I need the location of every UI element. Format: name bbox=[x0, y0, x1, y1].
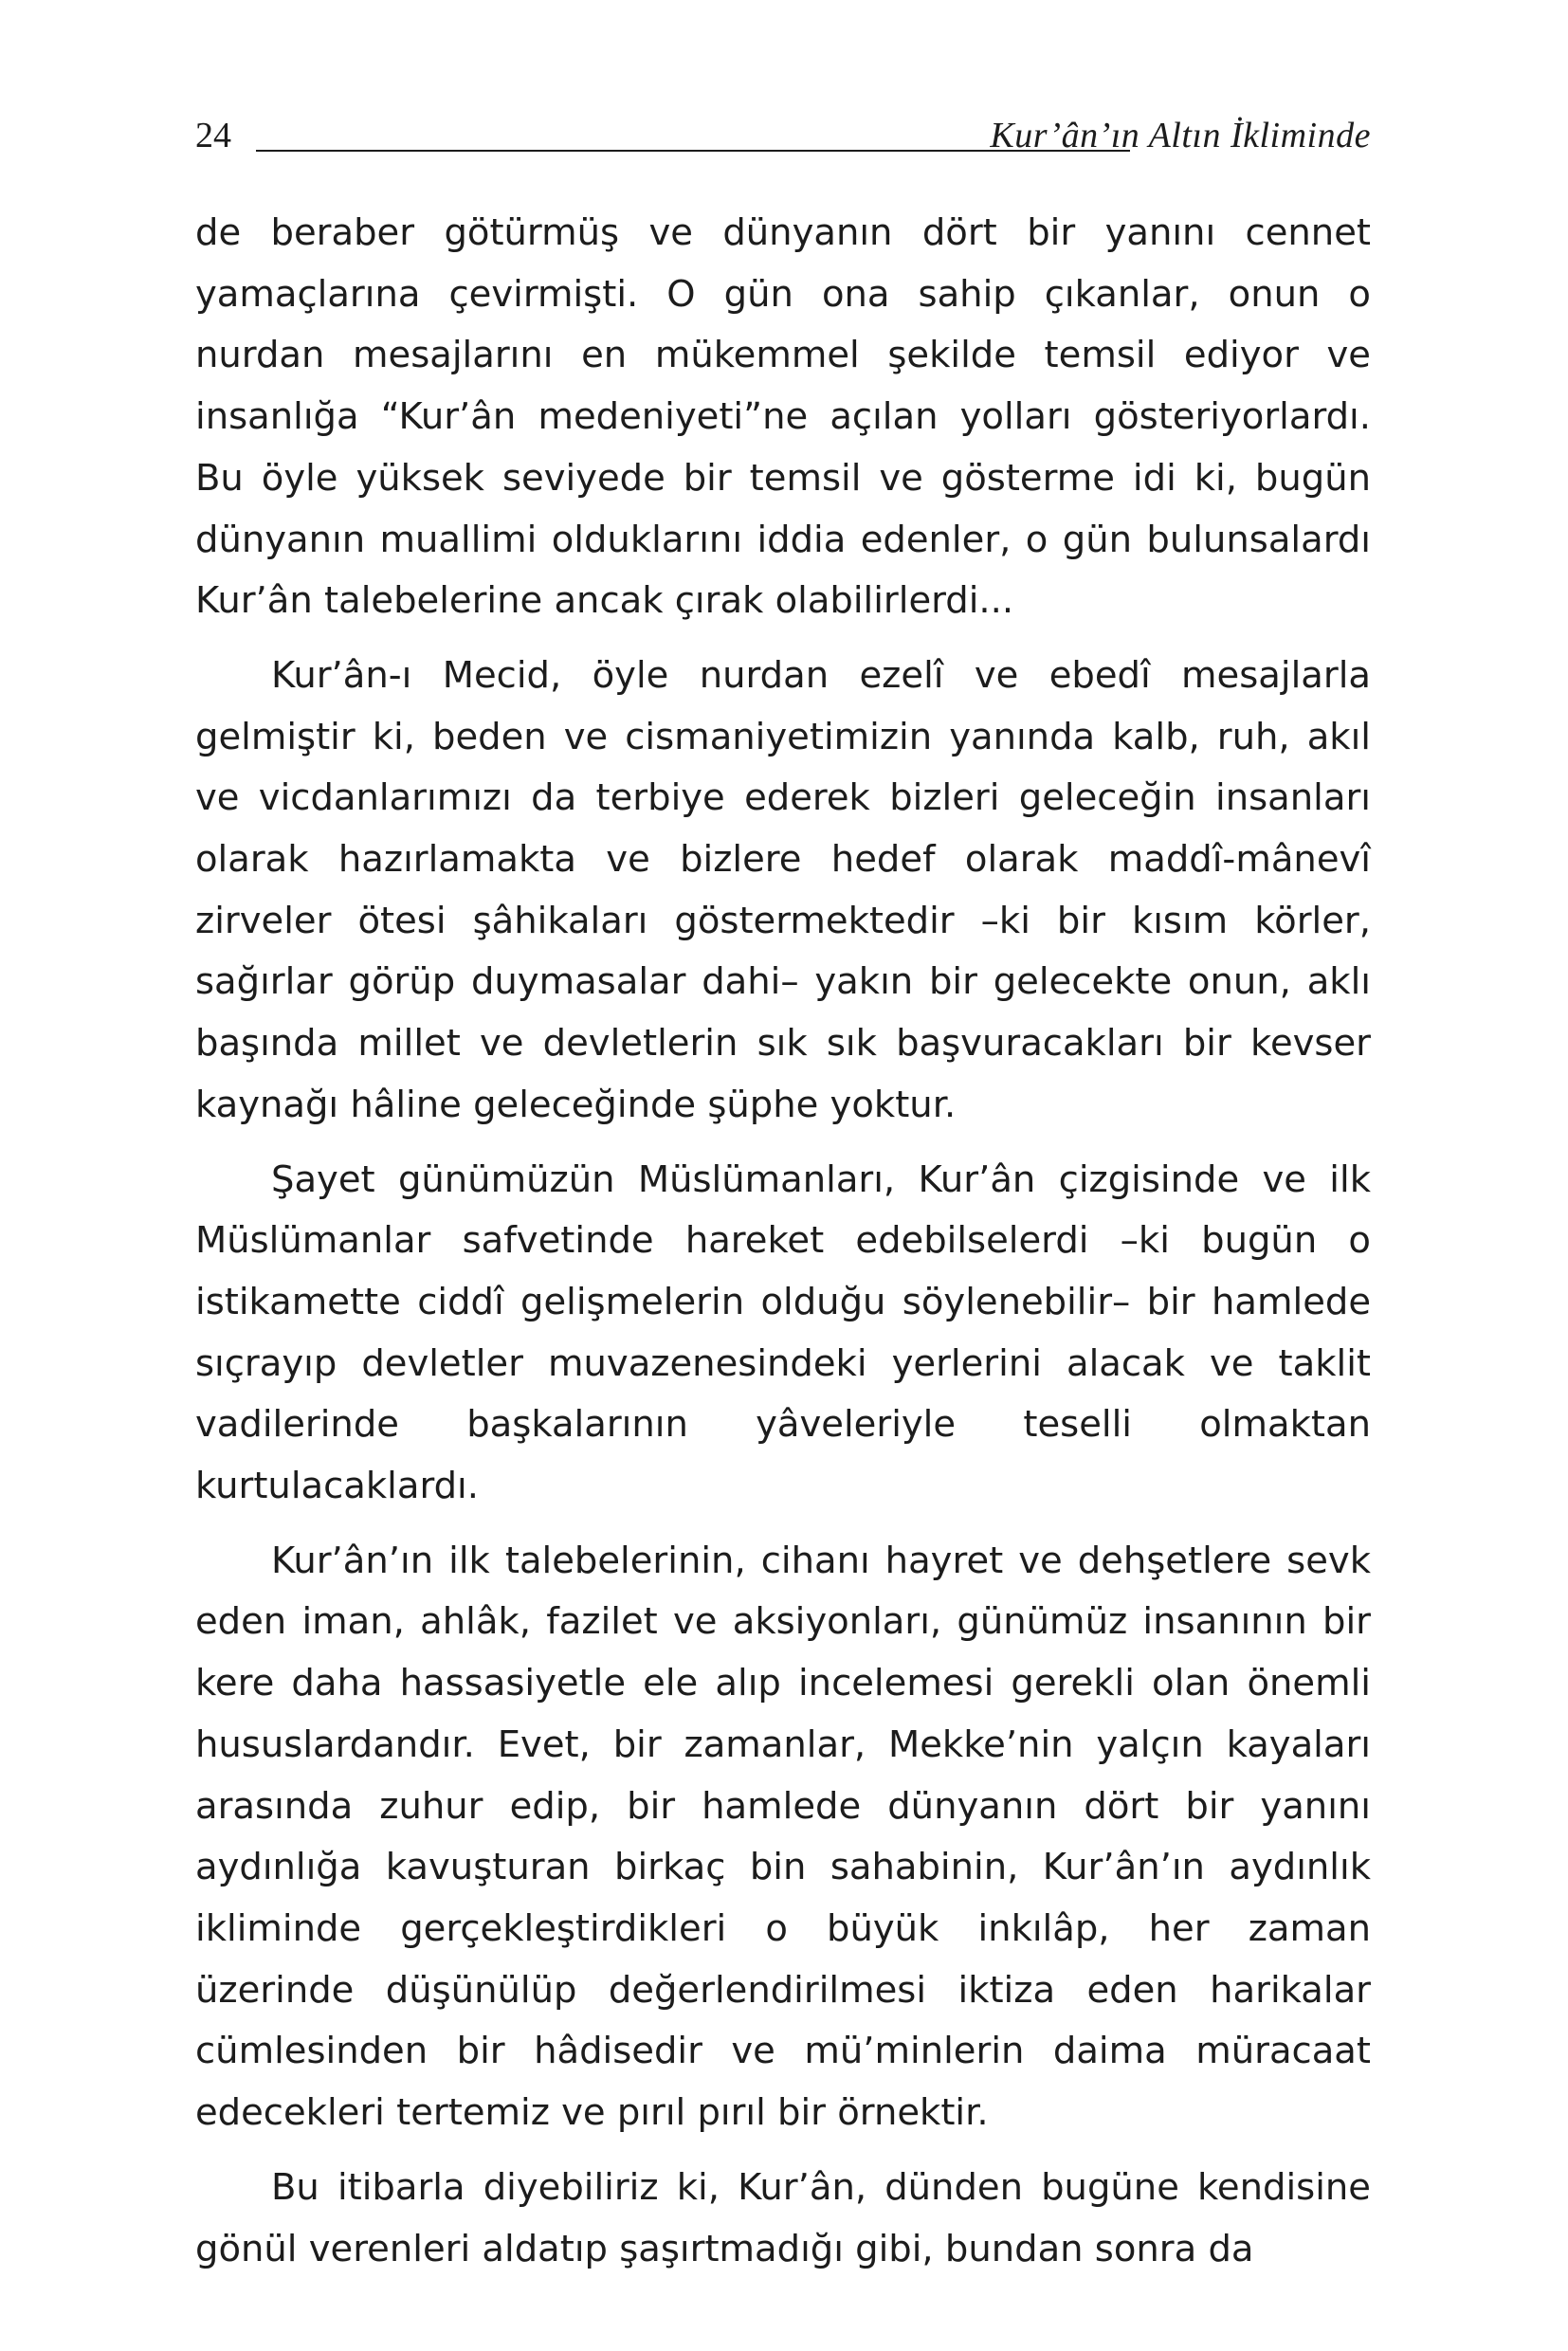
running-title: Kur’ân’ın Altın İkliminde bbox=[990, 116, 1371, 155]
page-number: 24 bbox=[195, 116, 231, 155]
page-header bbox=[195, 114, 1371, 171]
paragraph: Şayet günümüzün Müslümanları, Kur’ân çizgisinde ve ilk Müslümanlar safvetinde hareket edebilselerdi –ki bugün o istikamette ciddî gelişmelerin olduğu söylenebilir– bir hamlede sıçrayıp devletler muvazenesindeki yerlerini alacak ve taklit vadilerinde başkalarının yâveleriyle teselli olmaktan kurtulacaklardı. bbox=[195, 1157, 1371, 1508]
paragraph: Kur’ân-ı Mecid, öyle nurdan ezelî ve ebedî mesajlarla gelmiştir ki, beden ve cismaniyetimizin yanında kalb, ruh, akıl ve vicdanlarımızı da terbiye ederek bizleri geleceğin insanları olarak hazırlamakta ve bizlere hedef olarak maddî-mânevî zirveler ötesi şâhikaları göstermektedir –ki bir kısım körler, sağırlar görüp duymasalar dahi– yakın bir gelecekte onun, aklı başında millet ve devletlerin sık sık başvuracakları bir kevser kaynağı hâline geleceğinde şüphe yoktur. bbox=[195, 653, 1371, 1126]
paragraph: Bu itibarla diyebiliriz ki, Kur’ân, dünden bugüne kendisine gönül verenleri aldatıp şaşırtmadığı gibi, bundan sonra da bbox=[195, 2165, 1371, 2270]
body-text bbox=[195, 203, 1371, 2280]
paragraph: Kur’ân’ın ilk talebelerinin, cihanı hayret ve dehşetlere sevk eden iman, ahlâk, fazilet ve aksiyonları, günümüz insanının bir kere daha hassasiyetle ele alıp incelemesi gerekli olan önemli hususlardandır. Evet, bir zamanlar, Mekke’nin yalçın kayaları arasında zuhur edip, bir hamlede dünyanın dört bir yanını aydınlığa kavuşturan birkaç bin sahabinin, Kur’ân’ın aydınlık ikliminde gerçekleştirdikleri o büyük inkılâp, her zaman üzerinde düşünülüp değerlendirilmesi iktiza eden harikalar cümlesinden bir hâdisedir ve mü’minlerin daima müracaat edecekleri tertemiz ve pırıl pırıl bir örnektir. bbox=[195, 1539, 1371, 2135]
paragraph: de beraber götürmüş ve dünyanın dört bir yanını cennet yamaçlarına çevirmişti. O gün ona sahip çıkanlar, onun o nurdan mesajlarını en mükemmel şekilde temsil ediyor ve insanlığa “Kur’ân medeniyeti”ne açılan yolları gösteriyorlardı. Bu öyle yüksek seviyede bir temsil ve gösterme idi ki, bugün dünyanın muallimi olduklarını iddia edenler, o gün bulunsalardı Kur’ân talebelerine ancak çırak olabilirlerdi... bbox=[195, 211, 1371, 623]
